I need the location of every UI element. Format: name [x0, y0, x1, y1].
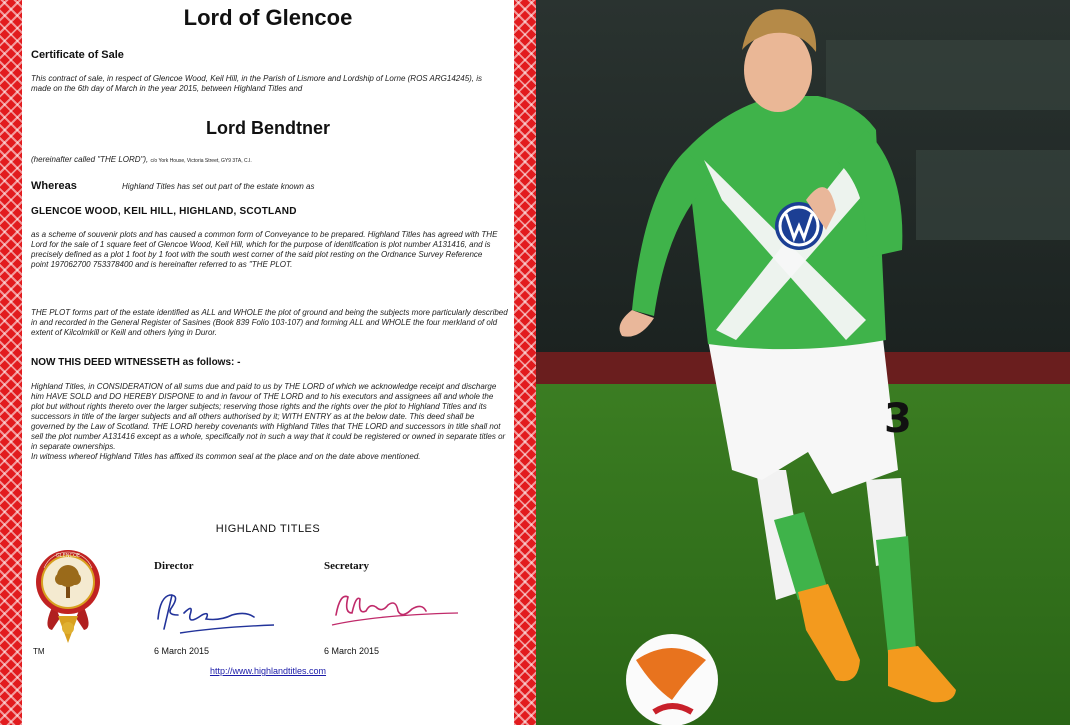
trademark-mark: TM [33, 647, 45, 656]
hereinafter-text: (hereinafter called "THE LORD"), [31, 155, 149, 164]
estate-name: GLENCOE WOOD, KEIL HILL, HIGHLAND, SCOTLAND [31, 206, 297, 217]
plot-paragraph: THE PLOT forms part of the estate identified as ALL and WHOLE the plot of ground and being the subjects more particularly described in and recorded in the General Register of Sasines (Book 839 Folio 103-107) and forming ALL and WHOLE the four merkland of old extent of Kilcolmkill or Keill and others lying in Duror. [31, 308, 508, 337]
player-photo [536, 0, 1070, 725]
hereinafter-line [31, 155, 501, 166]
website-link[interactable]: http://www.highlandtitles.com [209, 666, 327, 676]
shirt-number: 3 [884, 396, 912, 442]
consideration-text: Highland Titles, in CONSIDERATION of all sums due and paid to us by THE LORD of which we acknowledge receipt and discharge him HAVE SOLD and DO HEREBY DISPONE to and in favour of THE LORD and to his executors and assignees all and whole the plot but without rights thereto over the larger subjects; reserving those rights and the rights over the plot to Highland Titles and its successors in title of the larger subjects and all others authorised by it; WITH ENTRY as at the below date. This deed shall be governed by the Law of Scotland. THE LORD hereby covenants with Highland Titles that THE LORD and successors in title shall not sell the plot number A131416 except as a whole, specifically not in such a way that it could be registered or owned in separate titles or in separate ownerships. [31, 382, 506, 451]
company-name: HIGHLAND TITLES [215, 523, 321, 535]
secretary-date: 6 March 2015 [324, 646, 380, 656]
whereas-text: Highland Titles has set out part of the estate known as [122, 182, 315, 191]
director-signature [150, 585, 280, 640]
witness-heading: NOW THIS DEED WITNESSETH as follows: - [31, 357, 241, 368]
secretary-signature [326, 585, 466, 640]
player-head [744, 28, 812, 112]
intro-paragraph: This contract of sale, in respect of Glencoe Wood, Keil Hill, in the Parish of Lismore and Lordship of Lorne (ROS ARG14245), is made on the 6th day of March in the year 2015, between Highland Titles and [31, 74, 483, 93]
certificate-content [28, 0, 508, 725]
lord-address: c/o York House, Victoria Street, GY9 3TA, C.I. [150, 158, 252, 164]
certificate-border-left [0, 0, 22, 725]
seal-text: GLENCOE [55, 553, 81, 559]
football-player-image [536, 0, 1070, 725]
certificate-subtitle: Certificate of Sale [31, 49, 124, 61]
certificate-title: Lord of Glencoe [183, 5, 353, 30]
director-label: Director [154, 560, 194, 572]
consideration-paragraph [31, 382, 507, 462]
in-witness-text: In witness whereof Highland Titles has affixed its common seal at the place and on the date above mentioned. [31, 452, 421, 461]
lord-name: Lord Bendtner [206, 118, 330, 138]
whereas-label: Whereas [31, 180, 77, 192]
certificate-border-right [514, 0, 536, 725]
director-date: 6 March 2015 [154, 646, 210, 656]
scheme-paragraph: as a scheme of souvenir plots and has caused a common form of Conveyance to be prepared. Highland Titles has agreed with THE Lord for the sale of 1 square feet of Glencoe Wood, Keil Hill, which for the purpose of identification is plot number A131416, and is precisely defined as a plot 1 foot by 1 foot with the south west corner of the said plot resting on the Ordnance Survey Reference point 197062700 753378400 and is hereinafter referred to as "THE PLOT. [31, 230, 498, 269]
secretary-label: Secretary [324, 560, 369, 572]
glencoe-seal-logo [32, 548, 104, 643]
